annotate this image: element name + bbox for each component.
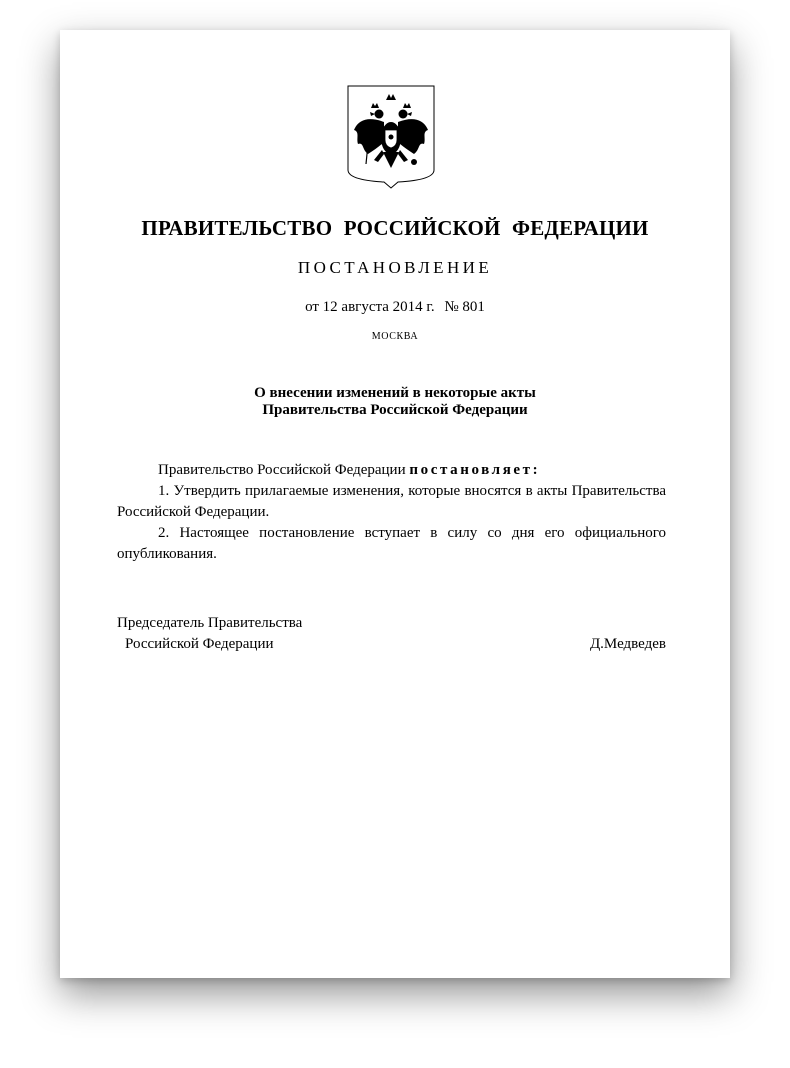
document-body — [117, 460, 666, 565]
signature-position-line-1: Председатель Правительства — [117, 615, 303, 631]
coat-of-arms-icon — [346, 84, 436, 190]
document-date-line — [60, 299, 730, 316]
number-sign: № — [444, 299, 459, 315]
preamble-text: Правительство Российской Федерации — [158, 462, 406, 478]
document-type: ПОСТАНОВЛЕНИЕ — [297, 258, 493, 277]
body-item-1: 1. Утвердить прилагаемые изменения, которые вносятся в акты Правительства Российской Федерации. — [117, 483, 666, 520]
signatory-name: Д.Медведев — [589, 636, 666, 652]
document-subject — [60, 385, 730, 419]
decrees-word: постановляет: — [409, 462, 541, 478]
preamble-paragraph — [117, 460, 666, 481]
document-city: МОСКВА — [371, 331, 419, 342]
government-title: ПРАВИТЕЛЬСТВО РОССИЙСКОЙ ФЕДЕРАЦИИ — [141, 216, 649, 240]
document-date: от 12 августа 2014 г. — [305, 299, 435, 315]
signature-position — [117, 613, 302, 655]
document-page — [60, 30, 730, 978]
document-number: 801 — [462, 299, 485, 315]
body-item-2: 2. Настоящее постановление вступает в силу со дня его официального опубликования. — [117, 525, 666, 562]
signature-position-line-2: Российской Федерации — [125, 636, 274, 652]
subject-line-1: О внесении изменений в некоторые акты — [254, 385, 536, 401]
subject-line-2: Правительства Российской Федерации — [262, 402, 528, 418]
